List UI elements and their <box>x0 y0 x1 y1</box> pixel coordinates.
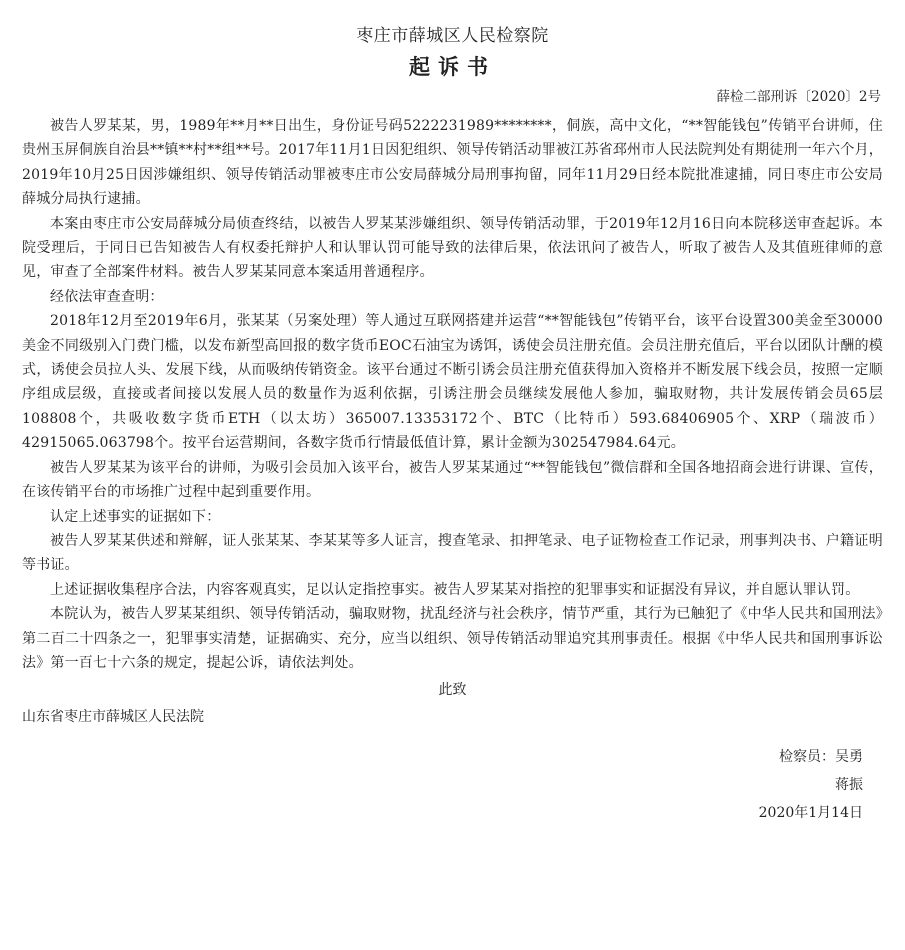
paragraph-defendant-role: 被告人罗某某为该平台的讲师，为吸引会员加入该平台，被告人罗某某通过“**智能钱包”微信群和全国各地招商会进行讲课、宣传，在该传销平台的市场推广过程中起到重要作用。 <box>22 459 883 501</box>
paragraph-evidence-list: 被告人罗某某供述和辩解，证人张某某、李某某等多人证言，搜查笔录、扣押笔录、电子证物检查工作记录，刑事判决书、户籍证明等书证。 <box>22 532 883 574</box>
paragraph-facts: 2018年12月至2019年6月，张某某（另案处理）等人通过互联网搭建并运营“**智能钱包”传销平台，该平台设置300美金至30000美金不同级别入门费门槛，以发布新型高回报的数字货币EOC石油宝为诱饵，诱使会员注册充值。会员注册充值后，平台以团队计酬的模式，诱使会员拉人头、发展下线，从而吸纳传销资金。该平台通过不断引诱会员注册充值获得加入资格并不断发展下线会员，按照一定顺序组成层级，直接或者间接以发展人员的数量作为返利依据，引诱注册会员继续发展他人参加，骗取财物，共计发展传销会员65层108808个，共吸收数字货币ETH（以太坊）365007.13353172个、BTC（比特币）593.68406905个、XRP（瑞波币）42915065.063798个。按平台运营期间，各数字货币行情最低值计算，累计金额为302547984.64元。 <box>22 313 883 452</box>
document-number: 薛检二部刑诉〔2020〕2号 <box>716 89 881 105</box>
document-title: 起诉书 <box>409 54 496 79</box>
assistant-signature: 蒋振 <box>835 777 863 794</box>
recipient-court: 山东省枣庄市薛城区人民法院 <box>22 709 204 726</box>
paragraph-findings-intro: 经依法审查查明： <box>50 288 164 305</box>
paragraph-evidence-intro: 认定上述事实的证据如下： <box>50 508 221 525</box>
paragraph-case-procedure: 本案由枣庄市公安局薛城分局侦查终结，以被告人罗某某涉嫌组织、领导传销活动罪，于2019年12月16日向本院移送审查起诉。本院受理后，于同日已告知被告人有权委托辩护人和认罪认罚可能导致的法律后果，依法讯问了被告人，听取了被告人及其值班律师的意见，审查了全部案件材料。被告人罗某某同意本案适用普通程序。 <box>22 215 883 281</box>
paragraph-defendant-info: 被告人罗某某，男，1989年**月**日出生，身份证号码5222231989********，侗族，高中文化，“**智能钱包”传销平台讲师，住贵州玉屏侗族自治县**镇**村**组**号。2017年11月1日因犯组织、领导传销活动罪被江苏省邳州市人民法院判处有期徒刑一年六个月，2019年10月25日因涉嫌组织、领导传销活动罪被枣庄市公安局薛城分局刑事拘留，同年11月29日经本院批准逮捕，同日枣庄市公安局薛城分局执行逮捕。 <box>22 118 883 208</box>
document-body <box>22 114 883 675</box>
document-date: 2020年1月14日 <box>758 805 863 822</box>
organization-name: 枣庄市薛城区人民检察院 <box>356 26 549 46</box>
closing-salutation: 此致 <box>438 682 467 699</box>
paragraph-conclusion: 本院认为，被告人罗某某组织、领导传销活动，骗取财物，扰乱经济与社会秩序，情节严重，其行为已触犯了《中华人民共和国刑法》第二百二十四条之一，犯罪事实清楚，证据确实、充分，应当以组织、领导传销活动罪追究其刑事责任。根据《中华人民共和国刑事诉讼法》第一百七十六条的规定，提起公诉，请依法判处。 <box>22 606 883 671</box>
prosecutor-signature: 检察员：吴勇 <box>779 749 863 766</box>
paragraph-evidence-validity: 上述证据收集程序合法，内容客观真实，足以认定指控事实。被告人罗某某对指控的犯罪事实和证据没有异议，并自愿认罪认罚。 <box>50 581 860 598</box>
